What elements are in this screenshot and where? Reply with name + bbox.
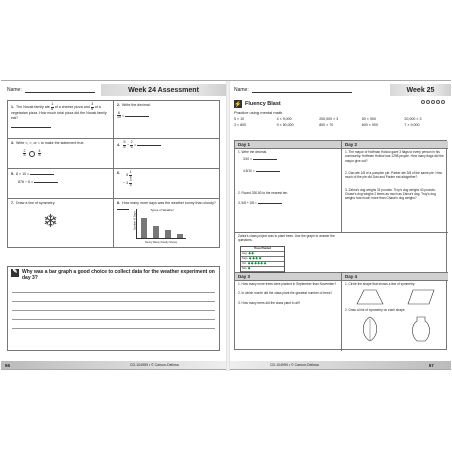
vase-shape[interactable] <box>410 316 432 342</box>
name-label: Name: <box>7 87 22 93</box>
leaf-shape[interactable] <box>359 316 381 342</box>
answer-line[interactable] <box>125 113 149 117</box>
answer-line[interactable] <box>253 156 277 160</box>
bar-sunny <box>141 218 147 238</box>
bar-rainy <box>153 226 159 238</box>
page-left <box>1 81 226 371</box>
parallelogram-shape[interactable] <box>407 289 435 305</box>
footer-left: 56 CD-104959 • © Carson-Dellosa <box>1 361 226 369</box>
fraction: $\frac{3}{6}$ <box>91 102 94 111</box>
trapezoid-shape[interactable] <box>356 289 384 305</box>
check-circle[interactable] <box>431 100 435 104</box>
question-5: 5. 8 × 10 = 876 ÷ 6 = <box>8 169 113 198</box>
question-1: 1. The Novak family ate $\frac{1}{6}$ of a cheese pizza and $\frac{3}{6}$ of a vegetarian pizza. How much total pizza did the Novak family eat? <box>8 101 113 138</box>
page-title: Week 24 Assessment <box>101 84 226 96</box>
check-circle[interactable] <box>441 100 445 104</box>
writing-prompt: ✎ Why was a bar graph a good choice to collect data for the weather experiment on day 3? <box>7 266 220 351</box>
question-8: 8. How many more days was the weather sunny than cloudy? Number of Days Types of Weather Sunny Rainy Cloudy Snowy <box>113 199 219 247</box>
page-right <box>230 81 451 371</box>
question-grid <box>7 100 220 248</box>
writing-line[interactable] <box>12 319 215 320</box>
footer-right: CD-104959 • © Carson-Dellosa 57 <box>230 361 451 369</box>
progress-dots <box>421 100 445 104</box>
graph-title: Types of Weather <box>150 208 174 212</box>
question-6: 6. 5 $\frac{1}{4}$ − 3 $\frac{3}{4}$ <box>113 169 219 198</box>
answer-line[interactable] <box>256 168 280 172</box>
name-field: Name: <box>234 84 352 96</box>
page-title: Week 25 <box>390 84 451 96</box>
fluency-blast: ⚡ Fluency Blast Practice using mental math. 5 × 10 4 × 9,000 200,000 × 3 50 × 900 20,000 × 3 3 × 800 9 × 50,000 800 × 70 600 × 900 7 × 9,000 <box>234 100 447 127</box>
answer-line[interactable] <box>30 171 54 175</box>
bar-snowy <box>177 234 183 238</box>
answer-line[interactable] <box>258 200 282 204</box>
question-2: 2. Write the decimal. $\frac{6}{10}$ = <box>113 101 219 138</box>
bar-cloudy <box>165 230 171 238</box>
question-3: 3. Write <, >, or = to make the statement true. $\frac{2}{5}$ $\frac{4}{8}$ <box>11 141 85 158</box>
writing-line[interactable] <box>12 310 215 311</box>
facts-table: 5 × 10 4 × 9,000 200,000 × 3 50 × 900 20,000 × 3 3 × 800 9 × 50,000 800 × 70 600 × 900 7 × 9,000 <box>234 117 422 127</box>
day-3: Day 3 1. How many more trees were planted in September than November? 2. In which month did the class plant the greatest number of trees? 3. How many trees did the class plant in all? <box>235 273 341 351</box>
day-1: Day 1 1. Write the decimal. 3/10 = 4 8/10 = 2. Round 330.80 to the nearest ten. 3. 5/8 + 2/8 = <box>235 141 341 232</box>
name-field <box>7 84 95 96</box>
graph-xlabel: Sunny Rainy Cloudy Snowy <box>144 241 177 244</box>
day-2: Day 2 1. The mayor of Hoffman Hollow gave 3 flags to every person in his community. Hoffman Hollow has 1298 people. How many flags did the mayor give out? 2. Dan ate 1/8 of a pumpkin pie. Parker ate 3/8 of the same pie. How much of the pie did Dan and Parker eat altogether? 3. Zahra's dog weighs 31 pounds. Troy's dog weighs 40 pounds. Chase's dog weighs 2 times as much as Zahra's dog. Troy's dog weighs how much more than Chase's dog weighs? <box>341 141 448 232</box>
page-number: 56 <box>5 362 11 368</box>
workbook-spread <box>1 80 451 370</box>
compare-circle[interactable] <box>29 151 35 157</box>
day-grid: Day 1 1. Write the decimal. 3/10 = 4 8/10 = 2. Round 330.80 to the nearest ten. 3. 5/8 + 2/8 = Day 2 1. The mayor of Hoffman Hollow gave 3 flags to every person in his community. Hoffman Hollow has 1298 people. How many flags did the mayor give out? 2. Dan ate 1/8 of a pumpkin pie. Parker ate 3/8 of the same pie. How much of the pie did Dan and Parker eat altogether? 3. Zahra's dog weighs 31 pounds. Troy's dog weighs 40 pounds. Chase's dog weighs 2 times as much as Zahra's dog. Troy's dog weighs how much more than Chase's dog weighs? Zahra's class project was to plant trees. Use the graph to answer the questions. Trees Planted Aug. 🌲🌲 Sept. 🌲🌲🌲🌲 Oct. 🌲🌲🌲🌲🌲🌲 Nov. 🌲 Day 3 1. How many more trees were planted in September than November? 2. In which month did the class plant the greatest number of trees? 3. How many trees did the class plant in all? Day 4 1. Circle the shape that shows a line of symmetry. 2. Draw a line of symmetry on each shape. <box>234 140 447 350</box>
answer-line[interactable] <box>34 179 58 183</box>
graph-ylabel: Number of Days <box>133 211 137 231</box>
check-circle[interactable] <box>436 100 440 104</box>
name-line[interactable] <box>25 88 95 93</box>
check-circle[interactable] <box>421 100 425 104</box>
answer-line[interactable] <box>11 124 51 128</box>
fraction: $\frac{1}{6}$ <box>51 102 54 111</box>
day-4: Day 4 1. Circle the shape that shows a line of symmetry. 2. Draw a line of symmetry on each shape. <box>341 273 448 351</box>
snowflake-icon[interactable]: ❄ <box>43 211 59 231</box>
check-circle[interactable] <box>426 100 430 104</box>
writing-line[interactable] <box>12 292 215 293</box>
answer-line[interactable] <box>137 142 161 146</box>
writing-line[interactable] <box>12 301 215 302</box>
lightning-icon: ⚡ <box>234 101 242 108</box>
writing-line[interactable] <box>12 328 215 329</box>
pencil-icon: ✎ <box>12 269 18 276</box>
name-line[interactable] <box>252 88 352 93</box>
answer-line[interactable] <box>117 206 129 210</box>
question-4: 4. $\frac{5}{6}$ − $\frac{2}{6}$ = <box>113 139 219 168</box>
question-7: 7. Draw a line of symmetry. ❄ <box>8 199 113 247</box>
page-number: 57 <box>428 362 434 368</box>
trees-pictograph: Trees Planted Aug. 🌲🌲 Sept. 🌲🌲🌲🌲 Oct. 🌲🌲🌲🌲🌲🌲 Nov. 🌲 <box>240 246 285 273</box>
